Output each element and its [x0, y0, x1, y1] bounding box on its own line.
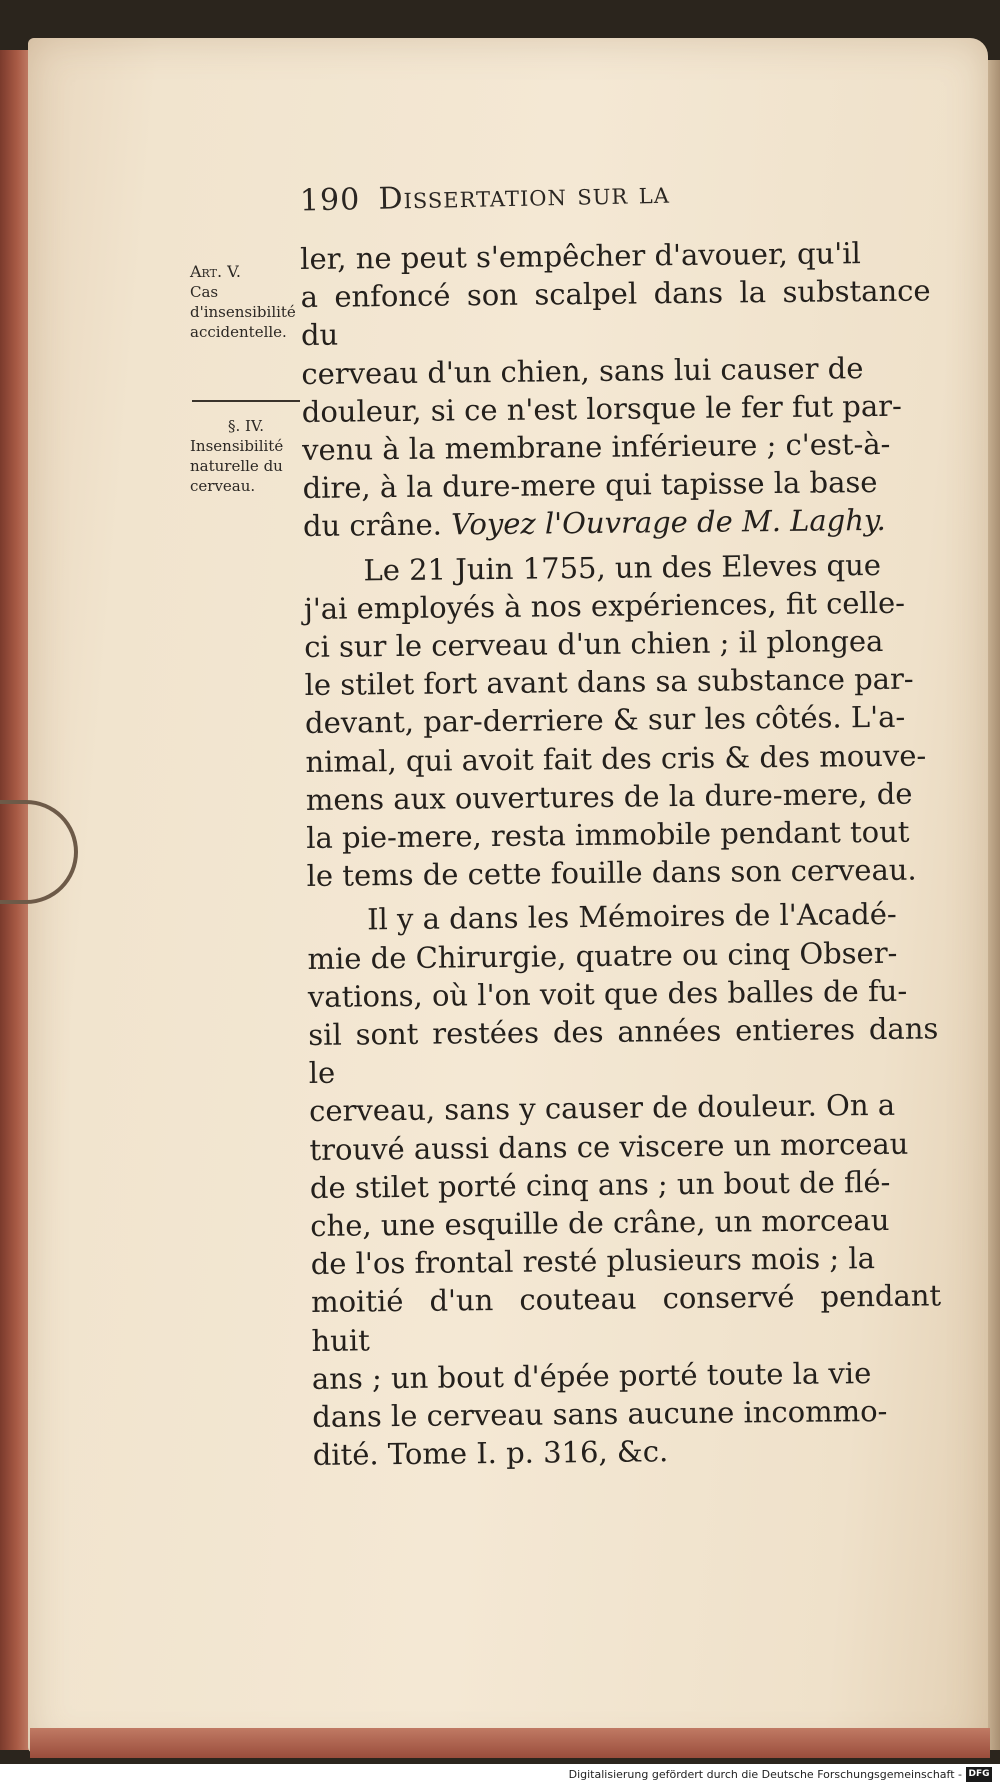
text-line: trouvé aussi dans ce viscere un morceau	[309, 1126, 909, 1167]
page-edge-bottom	[30, 1728, 990, 1758]
text-line: che, une esquille de crâne, un morceau	[310, 1202, 890, 1244]
reference-citation: Voyez l'Ouvrage de M. Laghy.	[450, 503, 886, 542]
text-line: mie de Chirurgie, quatre ou cinq Obser-	[307, 935, 898, 976]
margin-section	[190, 416, 302, 496]
text-line: dité. Tome I. p. 316, &c.	[312, 1434, 669, 1473]
text-line: sil sont restées des années entieres dans le	[308, 1011, 939, 1091]
text-line: douleur, si ce n'est lorsque le fer fut par-	[301, 388, 902, 429]
body-text	[300, 233, 943, 1474]
margin-section-number: §. IV.	[228, 417, 264, 435]
text-line: le tems de cette fouille dans son cerveau.	[306, 852, 917, 894]
digitization-credit: Digitalisierung gefördert durch die Deutsche Forschungsgemeinschaft -	[568, 1768, 962, 1781]
text-line: dire, à la dure-mere qui tapisse la base	[302, 465, 878, 506]
page-number: 190	[299, 182, 361, 219]
margin-note-accidental: Cas d'insensibilité accidentelle.	[190, 283, 296, 341]
text-line: nimal, qui avoit fait des cris & des mouve-	[305, 738, 927, 779]
text-line: ler, ne peut s'empêcher d'avouer, qu'il	[300, 236, 862, 276]
running-title: Dissertation sur la	[378, 175, 671, 217]
text-line: moitié d'un couteau conservé pendant huit	[310, 1278, 942, 1358]
paragraph-2	[303, 545, 937, 895]
text-line: a enfoncé son scalpel dans la substance du	[300, 273, 931, 353]
text-line: le stilet fort avant dans sa substance par-	[304, 661, 914, 703]
text-line: dans le cerveau sans aucune incommo-	[312, 1394, 888, 1435]
margin-rule	[192, 400, 300, 402]
text-line: devant, par-derriere & sur les côtés. L'a-	[304, 700, 906, 741]
text-line: Il y a dans les Mémoires de l'Acadé-	[366, 897, 897, 937]
text-line: ans ; un bout d'épée porté toute la vie	[311, 1355, 872, 1396]
text-line: de l'os frontal resté plusieurs mois ; la	[310, 1241, 876, 1282]
dfg-logo-icon: DFG	[966, 1767, 992, 1782]
text-fragment: du crâne.	[302, 507, 443, 544]
text-line: venu à la membrane inférieure ; c'est-à-	[302, 426, 891, 468]
text-line: la pie-mere, resta immobile pendant tout	[306, 814, 910, 856]
margin-article: Art. V.	[190, 262, 241, 281]
text-line: ci sur le cerveau d'un chien ; il plongea	[304, 623, 884, 665]
margin-note-natural: Insensibilité naturelle du cerveau.	[190, 437, 284, 495]
text-line: mens aux ouvertures de la dure-mere, de	[305, 776, 913, 817]
text-line: cerveau d'un chien, sans lui causer de	[301, 350, 864, 391]
text-line: vations, où l'on voit que des balles de fu-	[307, 973, 908, 1014]
paragraph-3	[307, 895, 943, 1475]
text-line: j'ai employés à nos expériences, fit celle-	[303, 585, 906, 626]
text-line: cerveau, sans y causer de douleur. On a	[308, 1088, 896, 1129]
text-line: de stilet porté cinq ans ; un bout de flé-	[309, 1164, 891, 1205]
text-line	[303, 501, 933, 546]
paragraph-1	[300, 233, 933, 545]
text-line: Le 21 Juin 1755, un des Eleves que	[363, 547, 882, 587]
